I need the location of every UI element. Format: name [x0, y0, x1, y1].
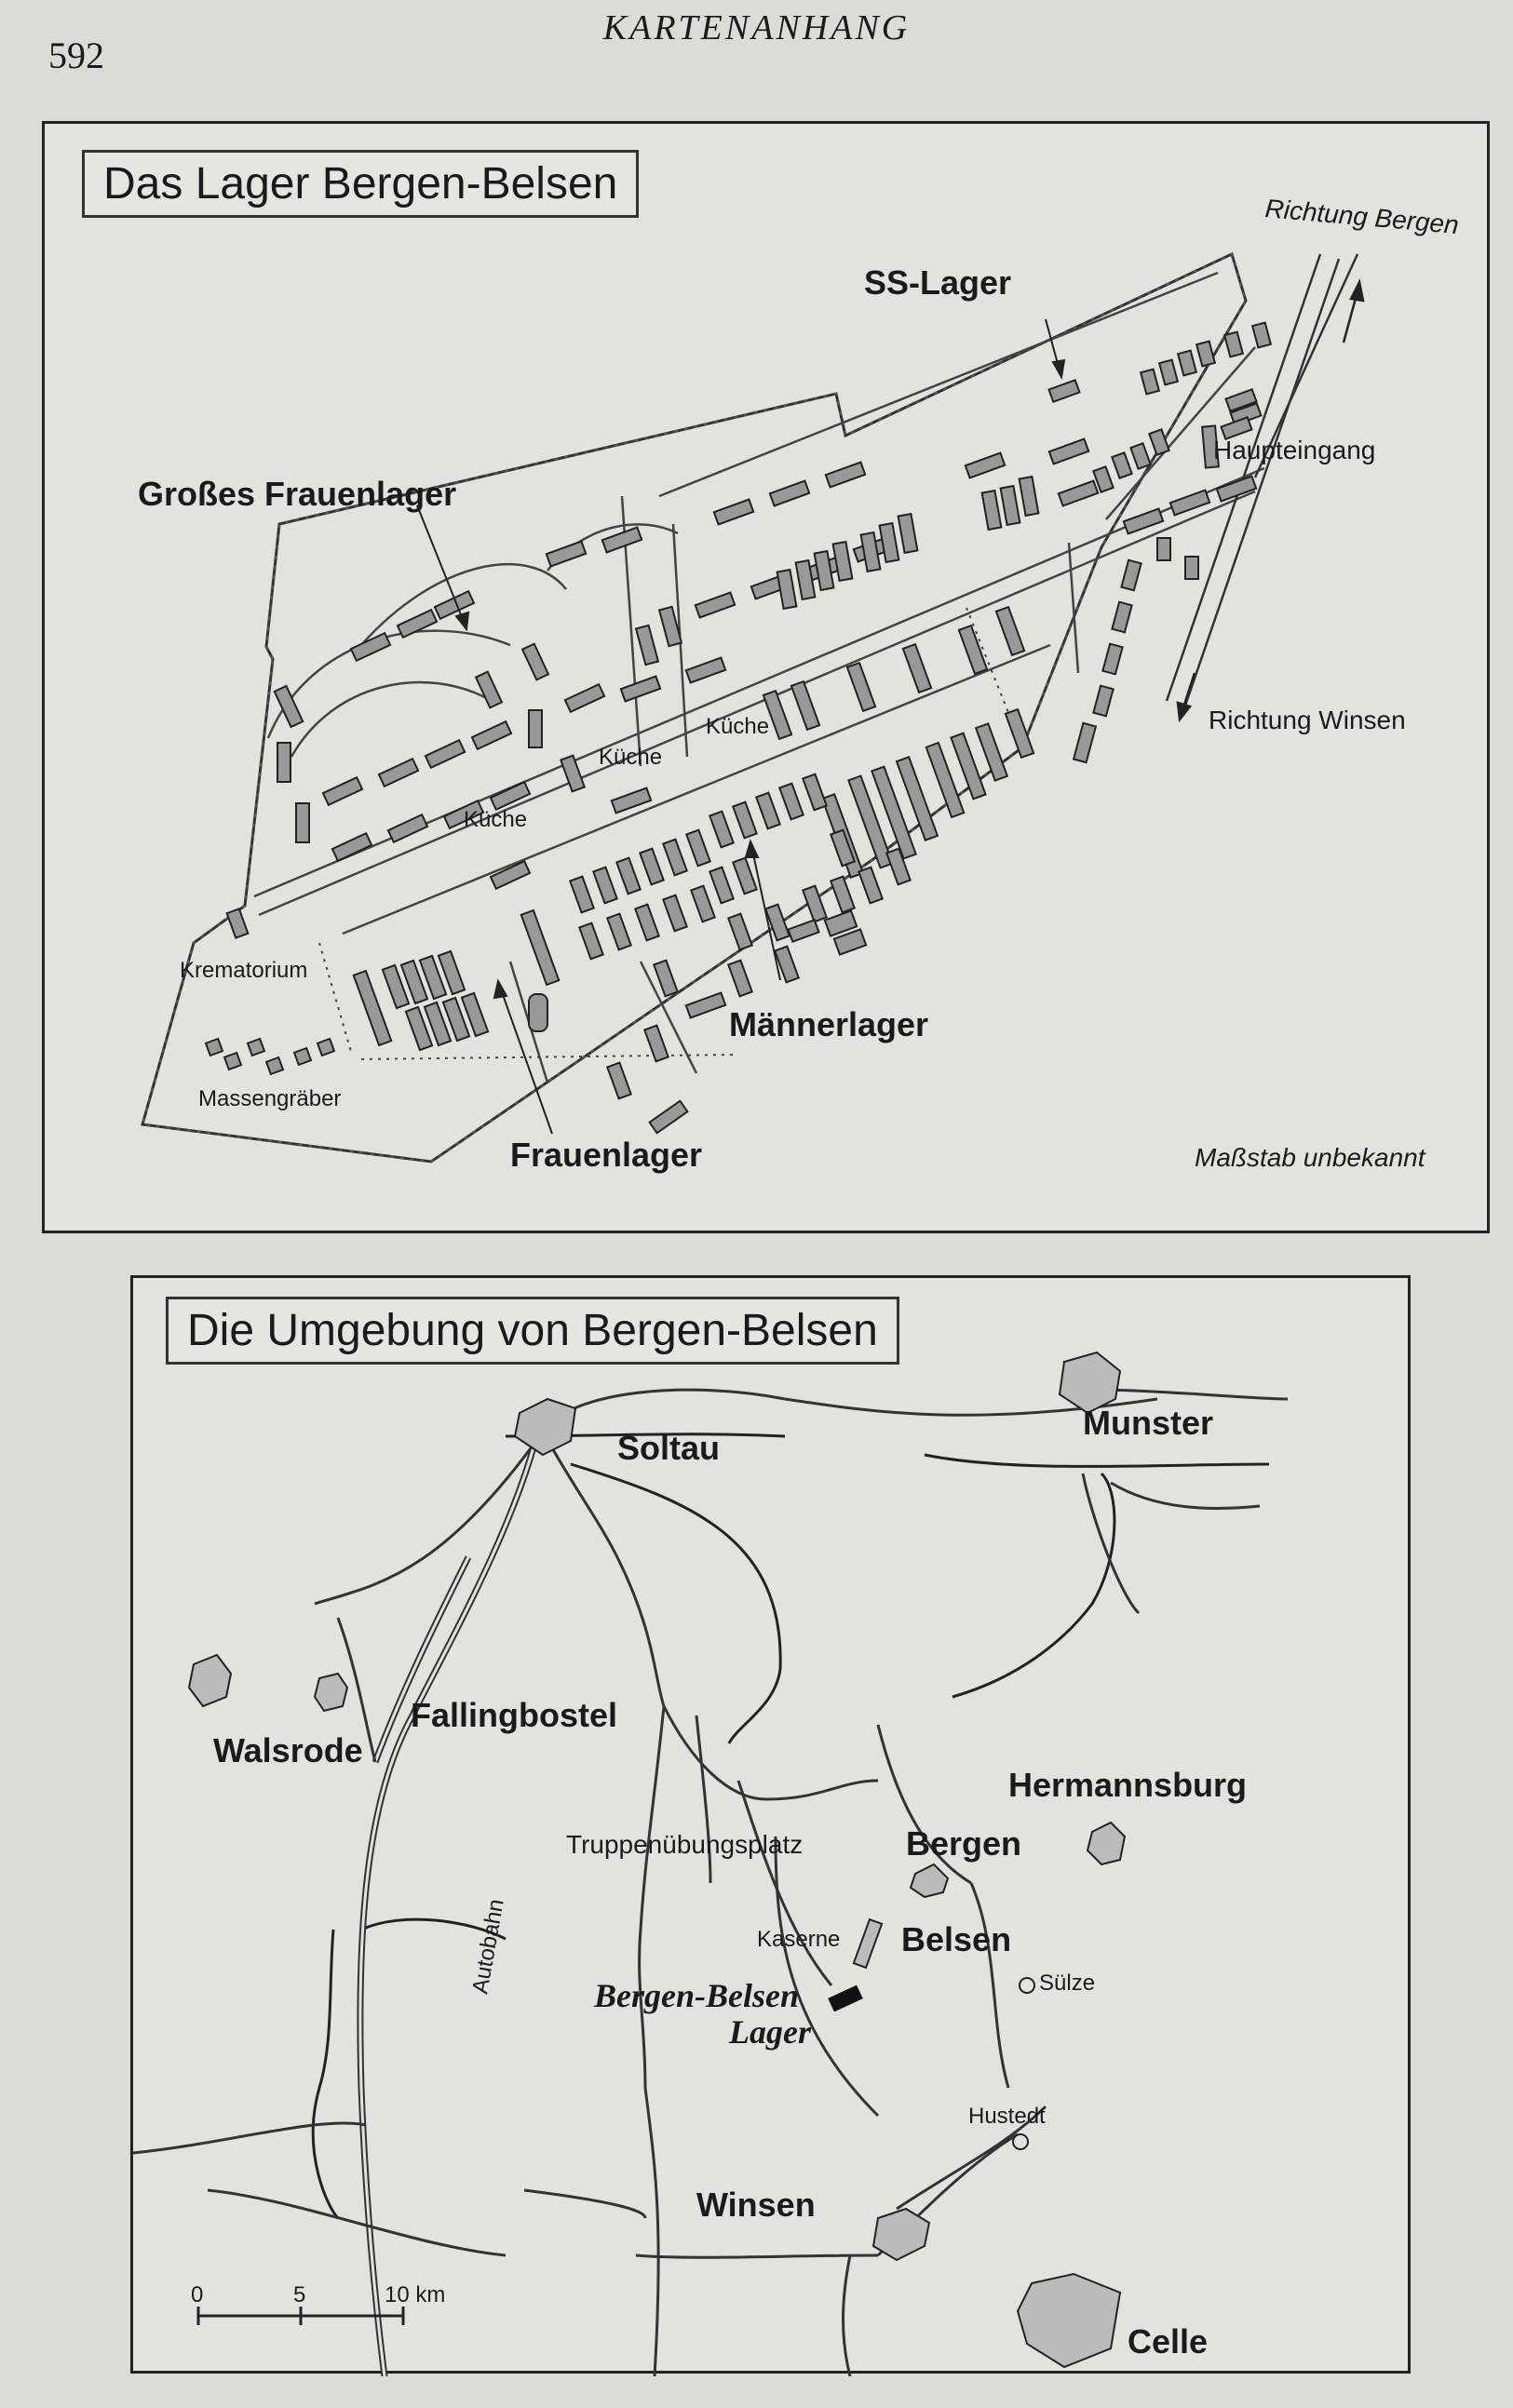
suelze-symbol: [1020, 1978, 1034, 1993]
railways: [313, 1434, 1269, 2218]
place-soltau: Soltau: [617, 1429, 721, 1467]
camp-map: [42, 121, 1490, 1233]
scale-tick-0: 0: [191, 2282, 204, 2307]
place-bergen: Bergen: [906, 1824, 1022, 1863]
hermannsburg-symbol: [1087, 1823, 1125, 1864]
grosses-frauenlager-label: Großes Frauenlager: [138, 475, 457, 513]
camp-fence: [142, 254, 1246, 1162]
soltau-symbol: [515, 1399, 575, 1455]
camp-roads: [254, 273, 1264, 1083]
kueche-label-2: Küche: [599, 745, 663, 770]
place-munster: Munster: [1083, 1404, 1214, 1442]
area-map-drawing: [133, 1278, 1413, 2376]
lager-label-line1: Bergen-Belsen: [594, 1977, 799, 2014]
autobahn-label: Autobahn: [467, 1897, 509, 1997]
place-celle: Celle: [1128, 2322, 1209, 2361]
massengraeber-label: Massengräber: [198, 1086, 342, 1111]
kueche-label-3: Küche: [464, 807, 528, 832]
scale-tick-10: 10 km: [385, 2282, 446, 2307]
camp-map-title: Das Lager Bergen-Belsen: [82, 150, 639, 218]
place-belsen: Belsen: [901, 1920, 1012, 1958]
place-hustedt: Hustedt: [968, 2104, 1046, 2129]
fallingbostel-symbol: [315, 1674, 347, 1711]
area-map-title: Die Umgebung von Bergen-Belsen: [166, 1297, 899, 1365]
richtung-bergen-label: Richtung Bergen: [1263, 194, 1460, 240]
truppenuebungsplatz-label: Truppenübungsplatz: [566, 1830, 804, 1859]
celle-symbol: [1018, 2274, 1120, 2367]
scale-note-label: Maßstab unbekannt: [1195, 1143, 1425, 1172]
frauenlager-label: Frauenlager: [510, 1136, 703, 1174]
richtung-winsen-label: Richtung Winsen: [1209, 706, 1406, 734]
maennerlager-label: Männerlager: [729, 1005, 929, 1043]
walsrode-symbol: [189, 1655, 231, 1706]
fence-posts: [142, 254, 1246, 1162]
railway-track: [1167, 254, 1358, 706]
kueche-label-1: Küche: [706, 714, 770, 739]
scale-bar: [198, 2307, 403, 2325]
camp-map-drawing: [45, 124, 1493, 1236]
place-hermannsburg: Hermannsburg: [1008, 1766, 1248, 1804]
kaserne-symbol: [854, 1919, 882, 1968]
scale-tick-5: 5: [293, 2282, 306, 2307]
place-winsen: Winsen: [696, 2186, 816, 2224]
kaserne-label: Kaserne: [757, 1927, 841, 1952]
place-walsrode: Walsrode: [213, 1731, 363, 1769]
railway-ticks: [313, 1434, 1269, 2218]
lager-symbol: [828, 1985, 863, 2012]
haupteingang-label: Haupteingang: [1213, 436, 1376, 464]
krematorium-label: Krematorium: [180, 958, 308, 983]
place-fallingbostel: Fallingbostel: [411, 1696, 618, 1734]
bergen-symbol: [911, 1864, 948, 1897]
area-map: [130, 1275, 1411, 2374]
place-suelze: Sülze: [1039, 1971, 1096, 1996]
page-number: 592: [48, 34, 104, 76]
hustedt-symbol: [1013, 2134, 1028, 2149]
ss-lager-label: SS-Lager: [864, 263, 1012, 302]
running-head: KARTENANHANG: [602, 8, 911, 47]
lager-label-line2: Lager: [729, 2013, 811, 2051]
